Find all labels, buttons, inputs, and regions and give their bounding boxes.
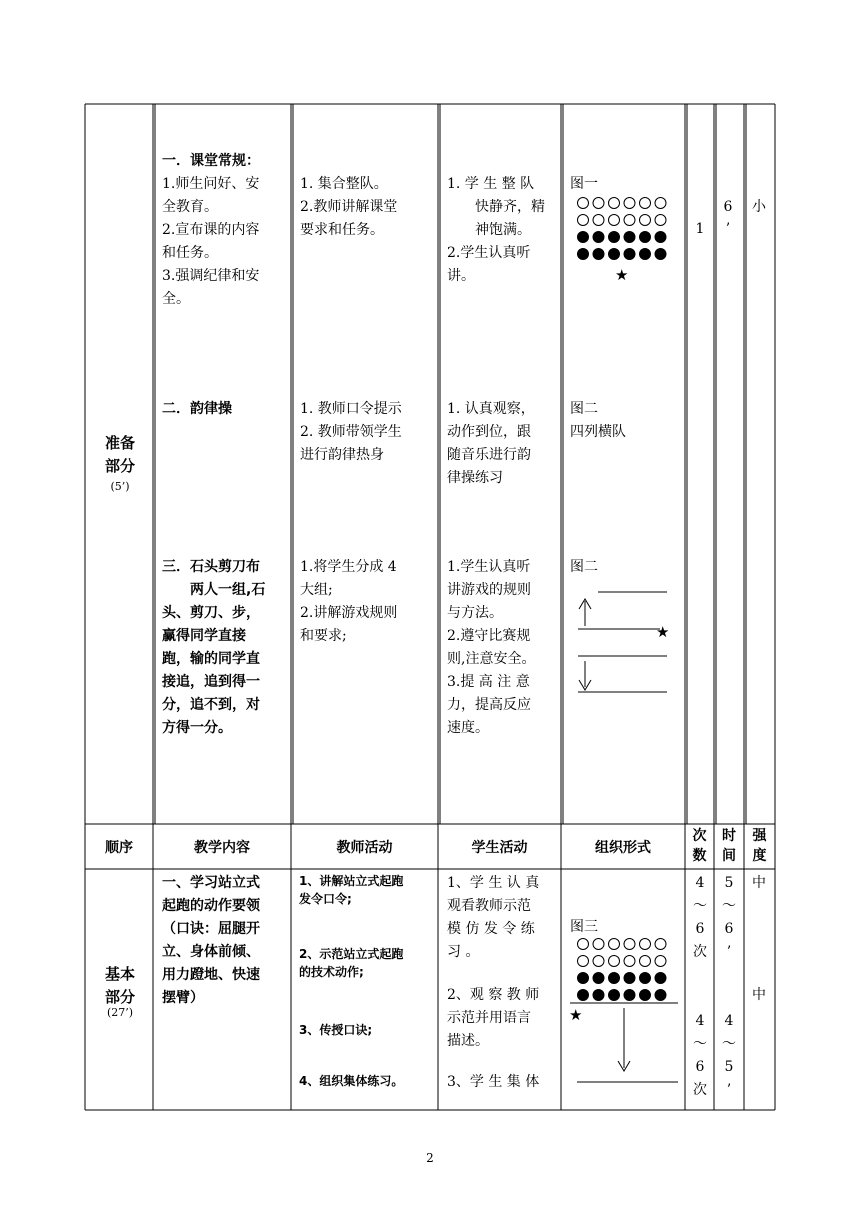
student-open-circle: [640, 939, 651, 950]
student-open-circle: [609, 939, 620, 950]
student-open-circle: [640, 198, 651, 209]
teacher-basic-3: 3、传授口诀;: [299, 1023, 373, 1037]
org-block-2: 图二 四列横队: [570, 401, 626, 440]
student-filled-circle: [655, 232, 666, 243]
time-basic: 5 ～ 6 ’ 4 ～ 5 ’: [722, 875, 736, 1098]
student-open-circle: [640, 215, 651, 226]
student-filled-circle: [640, 232, 651, 243]
student-basic-3: 3、学 生 集 体: [447, 1074, 540, 1090]
header-intensity: 强 度: [752, 828, 767, 864]
student-open-circle: [578, 198, 589, 209]
student-open-circle: [655, 939, 666, 950]
teacher-block-1: 1. 集合整队。 2.教师讲解课堂 要求和任务。: [300, 176, 398, 238]
student-block-2: 1. 认真观察， 动作到位，跟 随音乐进行韵 律操练习: [447, 401, 535, 486]
student-filled-circle: [609, 990, 620, 1001]
student-filled-circle: [624, 973, 635, 984]
teacher-basic-1: 1、讲解站立式起跑 发令口令;: [299, 874, 404, 906]
org-label-block-3: 图二: [570, 559, 598, 575]
student-block-3: 1.学生认真听 讲游戏的规则 与方法。 2.遵守比赛规 则,注意安全。 3.提 高 注 意 力，提高反应 速度。: [447, 559, 536, 736]
time-block-1: 6 ’: [723, 199, 733, 237]
teacher-star-icon: ★: [615, 266, 629, 284]
student-filled-circle: [593, 973, 604, 984]
student-filled-circle: [609, 249, 620, 260]
count-block-1: 1: [695, 221, 705, 237]
student-filled-circle: [624, 232, 635, 243]
teacher-basic-4: 4、组织集体练习。: [299, 1074, 404, 1088]
student-basic-1: 1、学 生 认 真 观看教师示范 模 仿 发 令 练 习 。: [447, 875, 540, 960]
student-block-1: 1. 学 生 整 队 快静齐，精 神饱满。 2.学生认真听 讲。: [447, 176, 545, 284]
student-open-circle: [593, 939, 604, 950]
student-filled-circle: [640, 249, 651, 260]
content-block-3: 三．石头剪刀布 两人一组,石 头、剪刀、步， 赢得同学直接 跑，输的同学直 接追，追到得一 分，追不到，对 方得一分。: [162, 559, 266, 736]
teacher-star-icon: ★: [656, 623, 670, 641]
header-time: 时 间: [722, 828, 736, 864]
intensity-block-1: 小: [752, 199, 766, 215]
header-order: 顺序: [105, 840, 133, 856]
student-filled-circle: [578, 232, 589, 243]
header-organization: 组织形式: [595, 840, 651, 856]
student-filled-circle: [609, 973, 620, 984]
content-block-1: 一．课堂常规： 1.师生问好、安 全教育。 2.宣布课的内容 和任务。 3.强调纪律和安 全。: [162, 153, 260, 307]
formation-figure-2: [578, 592, 670, 692]
student-open-circle: [578, 956, 589, 967]
student-filled-circle: [609, 232, 620, 243]
student-filled-circle: [640, 973, 651, 984]
page-number: 2: [426, 1151, 434, 1165]
student-filled-circle: [655, 990, 666, 1001]
content-basic: 一、学习站立式 起跑的动作要领 （口诀：屈腿开 立、身体前倾、 用力蹬地、快速 摆臂）: [162, 875, 260, 1006]
student-open-circle: [593, 956, 604, 967]
section-label-basic: 基本 部分: [104, 965, 135, 1006]
student-filled-circle: [655, 973, 666, 984]
header-teacher: 教师活动: [336, 840, 393, 856]
teacher-block-2: 1. 教师口令提示 2. 教师带领学生 进行韵律热身: [300, 401, 402, 463]
org-label-fig1: 图一: [570, 176, 598, 192]
student-open-circle: [655, 956, 666, 967]
student-open-circle: [655, 198, 666, 209]
content-block-2: 二．韵律操: [162, 401, 232, 417]
intensity-basic-2: 中: [752, 987, 766, 1003]
student-open-circle: [578, 215, 589, 226]
student-open-circle: [624, 939, 635, 950]
student-filled-circle: [578, 249, 589, 260]
intensity-basic-1: 中: [752, 875, 766, 891]
student-open-circle: [609, 956, 620, 967]
student-filled-circle: [578, 990, 589, 1001]
student-filled-circle: [655, 249, 666, 260]
org-label-fig3: 图三: [570, 919, 598, 935]
student-open-circle: [578, 939, 589, 950]
student-filled-circle: [593, 232, 604, 243]
section-label-prep: 准备 部分: [104, 434, 135, 475]
teacher-block-3: 1.将学生分成 4 大组; 2.讲解游戏规则 和要求;: [300, 559, 398, 644]
student-open-circle: [624, 956, 635, 967]
student-open-circle: [624, 198, 635, 209]
student-open-circle: [593, 215, 604, 226]
student-open-circle: [655, 215, 666, 226]
teacher-star-icon: ★: [569, 1006, 583, 1024]
student-filled-circle: [624, 990, 635, 1001]
student-filled-circle: [640, 990, 651, 1001]
student-open-circle: [640, 956, 651, 967]
student-basic-2: 2、观 察 教 师 示范并用语言 描述。: [447, 987, 540, 1049]
section-duration-prep: (5’): [110, 480, 130, 493]
section-duration-basic: (27’): [106, 1006, 134, 1019]
student-open-circle: [593, 198, 604, 209]
student-filled-circle: [593, 990, 604, 1001]
student-filled-circle: [593, 249, 604, 260]
count-basic: 4 ～ 6 次 4 ～ 6 次: [693, 875, 707, 1098]
student-open-circle: [609, 215, 620, 226]
header-content: 教学内容: [194, 840, 250, 856]
student-filled-circle: [624, 249, 635, 260]
header-count: 次 数: [692, 828, 707, 864]
teacher-basic-2: 2、示范站立式起跑 的技术动作;: [299, 947, 404, 979]
student-open-circle: [609, 198, 620, 209]
header-student: 学生活动: [471, 840, 528, 856]
student-open-circle: [624, 215, 635, 226]
student-filled-circle: [578, 973, 589, 984]
